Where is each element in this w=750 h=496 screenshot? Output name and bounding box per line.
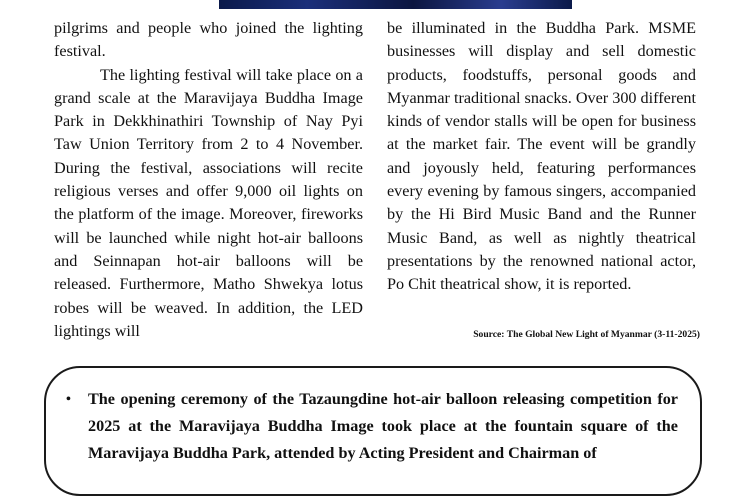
highlight-list (46, 368, 700, 468)
bullet-icon: • (66, 392, 71, 407)
paragraph-market-fair: be illuminated in the Buddha Park. MSME businesses will display and sell domestic products, foodstuffs, personal goods and Myanmar traditional snacks. Over 300 different kinds of vendor stalls will be open for business at the market fair. The event will be grandly and joyously held, featuring performances every evening by famous singers, accompanied by the Hi Bird Music Band and the Runner Music Band, as well as nightly theatrical presentations by the renowned national actor, Po Chit theatrical show, it is reported. (387, 19, 696, 294)
highlight-text: The opening ceremony of the Tazaungdine hot-air balloon releasing competition for 2025 at the Maravijaya Buddha Image took place at the fountain square of the Maravijaya Buddha Park, attended by Acting President and Chairman of (88, 390, 678, 463)
paragraph-lighting-festival: The lighting festival will take place on a grand scale at the Maravijaya Buddha Image Park in Dekkhinathiri Township of Nay Pyi Taw Union Territory from 2 to 4 November. During the festival, associations will recite religious verses and offer 9,000 oil lights on the platform of the image. Moreover, fireworks will be launched while night hot-air balloons and Seinnapan hot-air balloons will be released. Furthermore, Matho Shwekya lotus robes will be weaved. In addition, the LED lightings will (54, 65, 363, 340)
article-right-column (387, 17, 696, 297)
paragraph-continuation: pilgrims and people who joined the lighting festival. (54, 19, 363, 61)
top-photo-strip (219, 0, 572, 9)
article-left-column (54, 17, 363, 343)
highlight-box (44, 366, 702, 496)
source-credit: Source: The Global New Light of Myanmar (3-11-2025) (473, 329, 700, 340)
highlight-item (66, 386, 678, 468)
